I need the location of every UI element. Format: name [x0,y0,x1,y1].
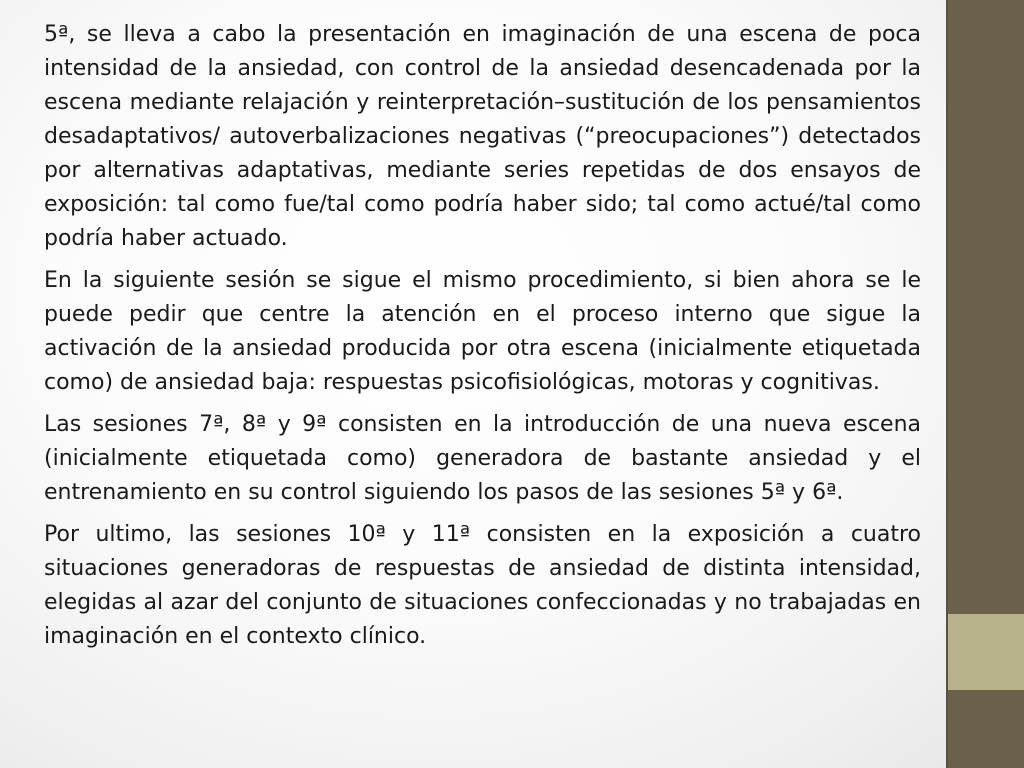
paragraph-next-session: En la siguiente sesión se sigue el mismo procedimiento, si bien ahora se le puede pedir que centre la atención en el proceso interno que sigue la activación de la ansiedad producida por otra escena (inicialmente etiquetada como) de ansiedad baja: respuestas psicofisiológicas, motoras y cognitivas. [44,268,921,395]
slide-content [44,18,921,662]
paragraph-sessions-7-9: Las sesiones 7ª, 8ª y 9ª consisten en la introducción de una nueva escena (inicialmente etiquetada como) generadora de bastante ansiedad y el entrenamiento en su control siguiendo los pasos de las sesiones 5ª y 6ª. [44,412,921,505]
paragraph-session-5: 5ª, se lleva a cabo la presentación en imaginación de una escena de poca intensidad de la ansiedad, con control de la ansiedad desencadenada por la escena mediante relajación y reinterpretación–sustitución de los pensamientos desadaptativos/ autoverbalizaciones negativas (“preocupaciones”) detectados por alternativas adaptativas, mediante series repetidas de dos ensayos de exposición: tal como fue/tal como podría haber sido; tal como actué/tal como podría haber actuado. [44,22,921,251]
sidebar-accent-block [948,614,1024,690]
paragraph-sessions-10-11: Por ultimo, las sesiones 10ª y 11ª consisten en la exposición a cuatro situaciones generadoras de respuestas de ansiedad de distinta intensidad, elegidas al azar del conjunto de situaciones confeccionadas y no trabajadas en imaginación en el contexto clínico. [44,522,921,649]
